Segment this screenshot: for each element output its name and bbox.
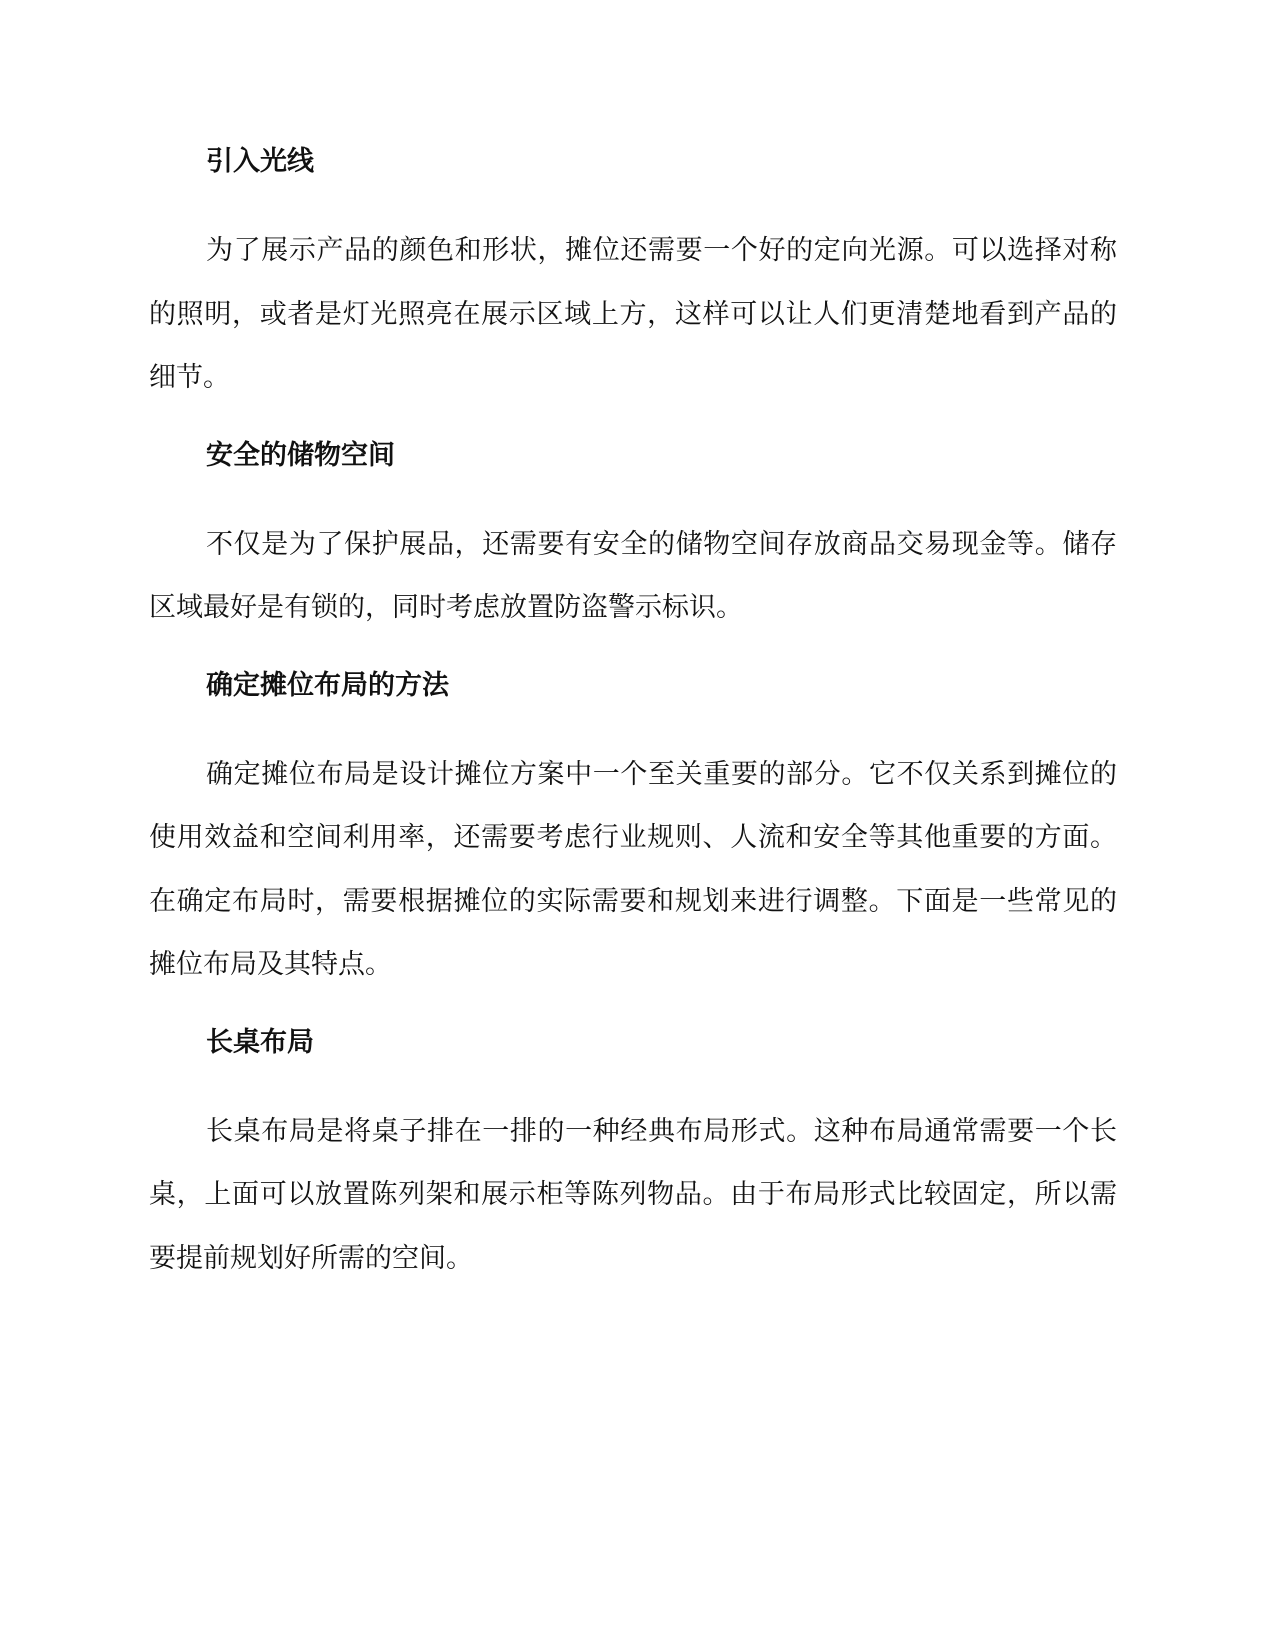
document-body <box>149 142 1117 1290</box>
section-paragraph-storage: 不仅是为了保护展品，还需要有安全的储物空间存放商品交易现金等。储存区域最好是有锁的，同时考虑放置防盗警示标识。 <box>149 528 1117 623</box>
section-heading-layout-method: 确定摊位布局的方法 <box>206 669 449 701</box>
section-paragraph-long-table: 长桌布局是将桌子排在一排的一种经典布局形式。这种布局通常需要一个长桌，上面可以放置陈列架和展示柜等陈列物品。由于布局形式比较固定，所以需要提前规划好所需的空间。 <box>149 1115 1117 1274</box>
section-heading-long-table: 长桌布局 <box>206 1026 314 1058</box>
section-heading-lighting: 引入光线 <box>206 146 314 177</box>
section-heading-storage: 安全的储物空间 <box>206 439 395 471</box>
section-paragraph-layout-method: 确定摊位布局是设计摊位方案中一个至关重要的部分。它不仅关系到摊位的使用效益和空间利用率，还需要考虑行业规则、人流和安全等其他重要的方面。在确定布局时，需要根据摊位的实际需要和规划来进行调整。下面是一些常见的摊位布局及其特点。 <box>149 758 1117 980</box>
section-paragraph-lighting: 为了展示产品的颜色和形状，摊位还需要一个好的定向光源。可以选择对称的照明，或者是灯光照亮在展示区域上方，这样可以让人们更清楚地看到产品的细节。 <box>149 235 1117 393</box>
